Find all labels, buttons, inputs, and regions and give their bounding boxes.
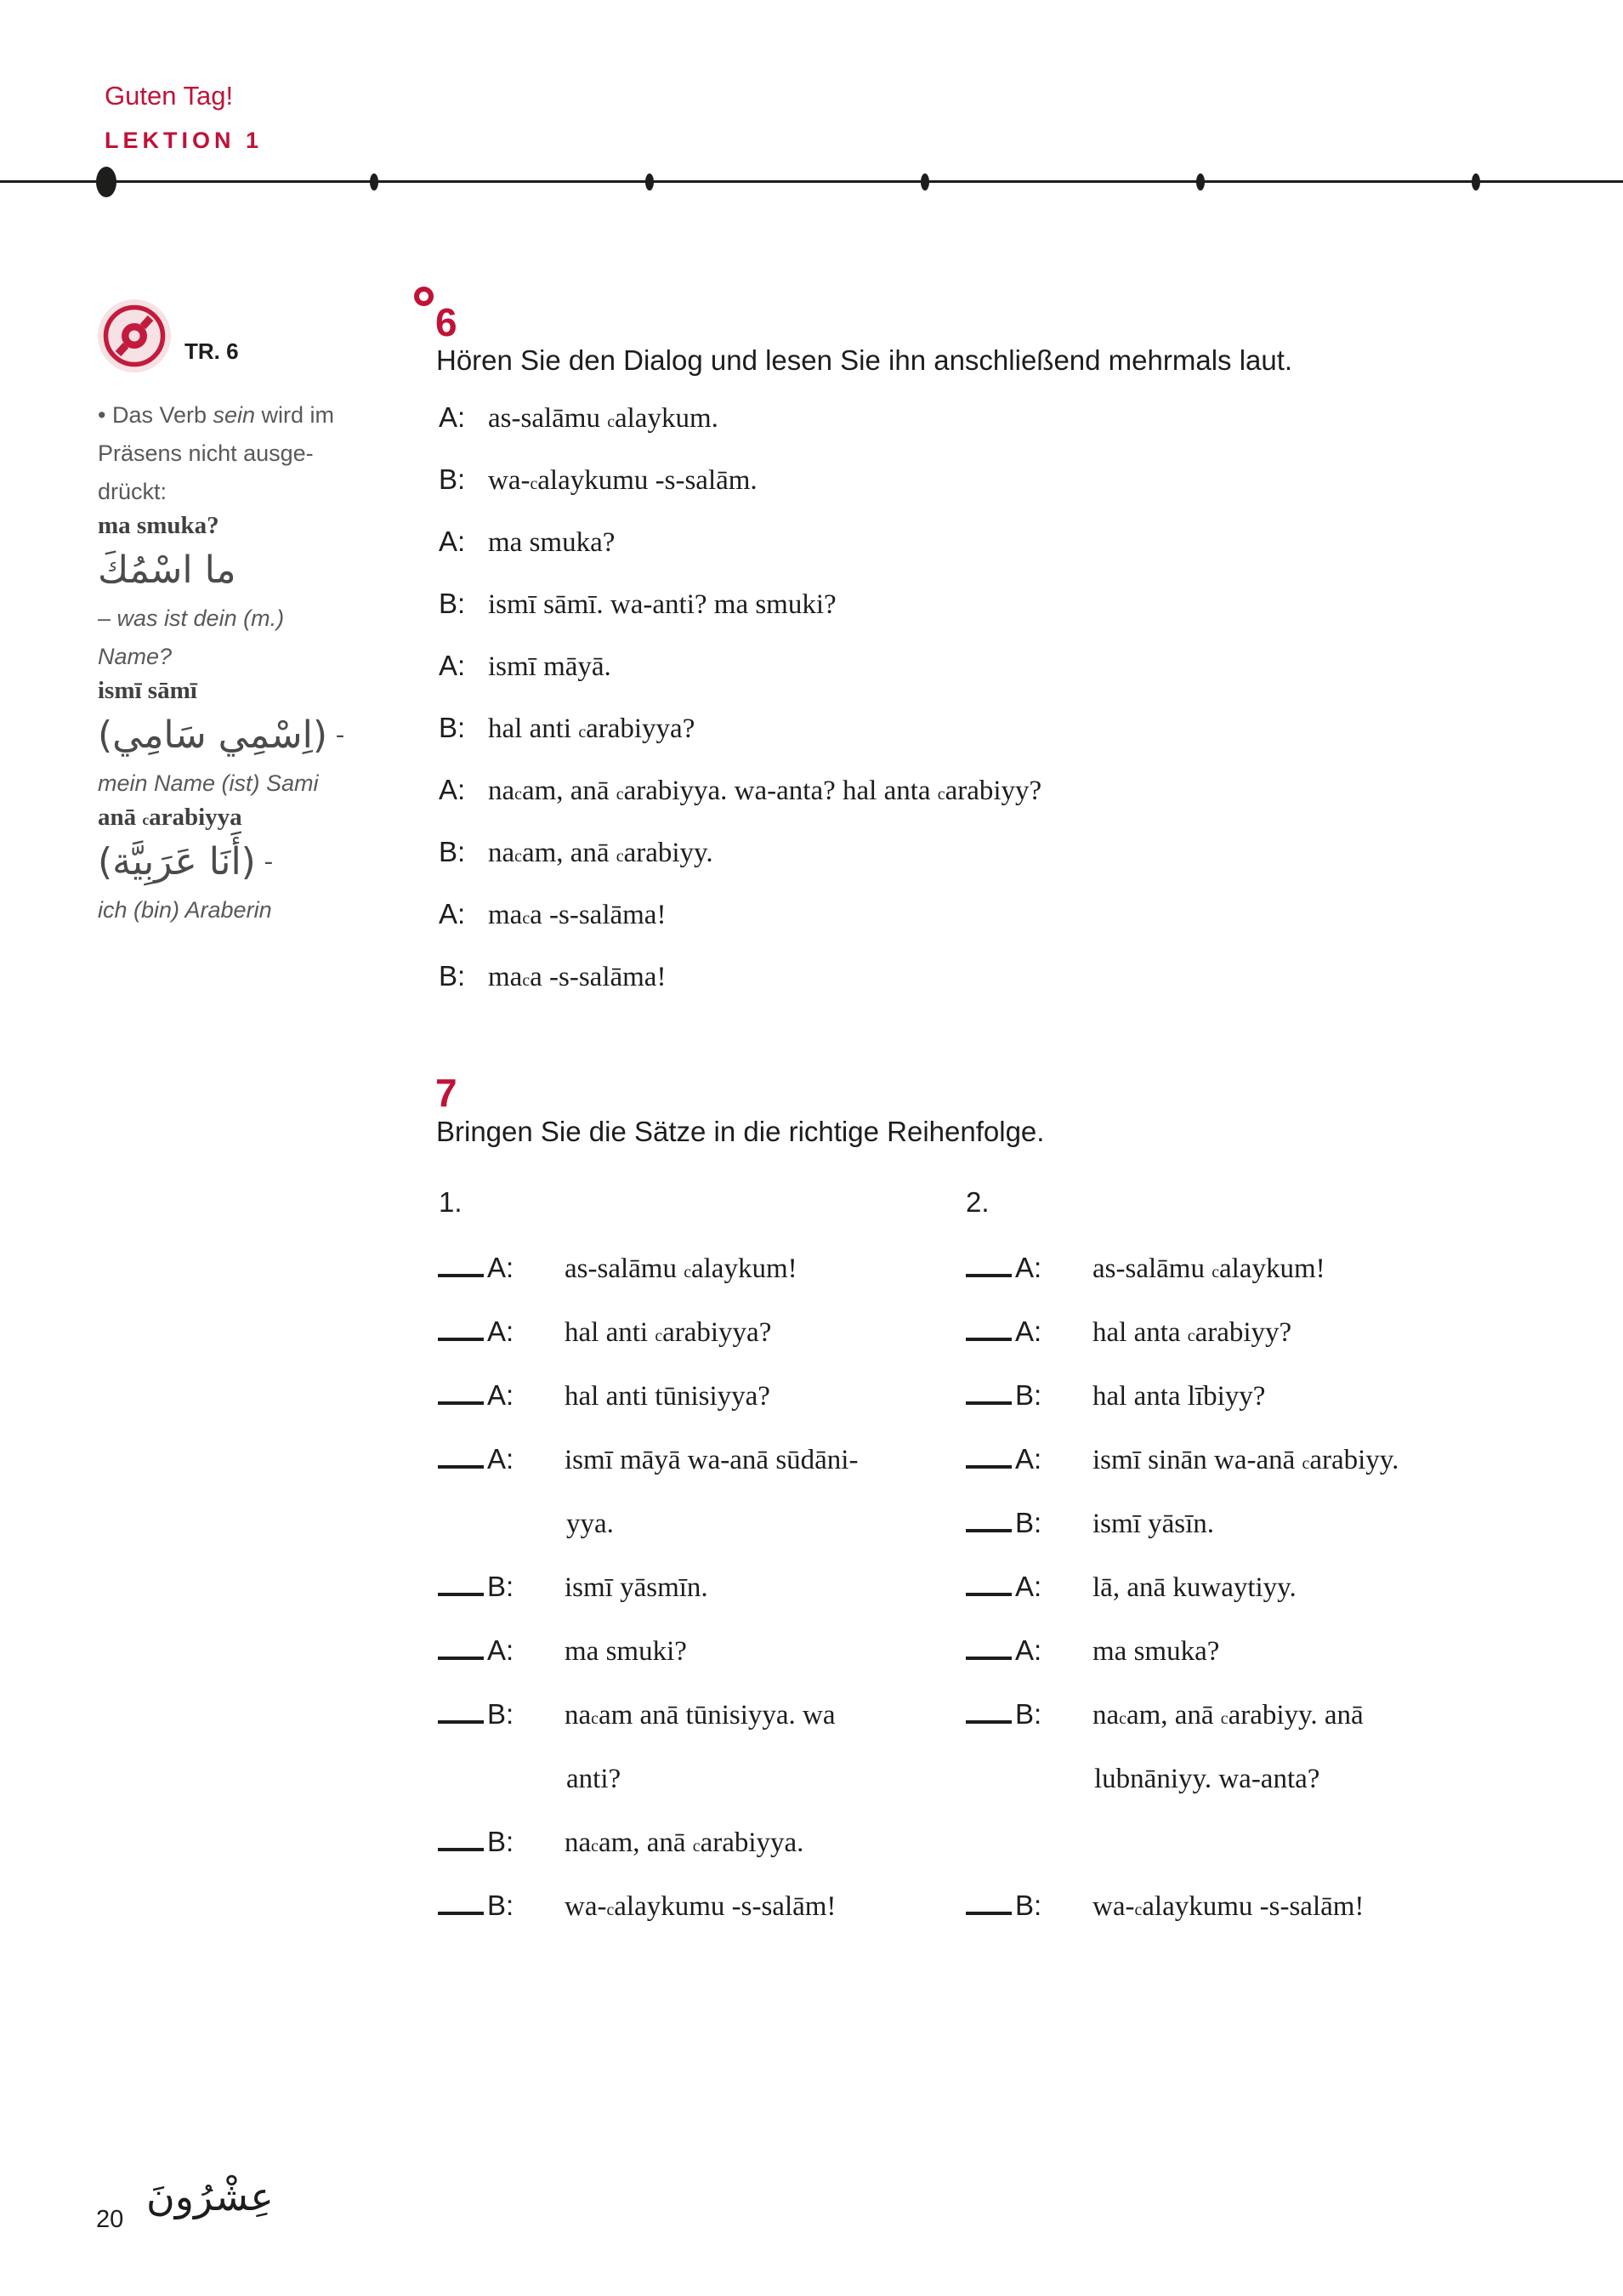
item-text: ismī sinān wa-anā $^c$arabiyy. <box>1092 1445 1399 1475</box>
answer-blank <box>966 1593 1012 1596</box>
exercise7-item <box>438 1316 982 1379</box>
item-text: $na^cam$ anā tūnisiyya. wa <box>565 1700 836 1731</box>
dialog-text: ismī sāmī. wa-anti? ma smuki? <box>488 589 837 620</box>
dialog-text: $ma^ca$ -s-salāma! <box>488 962 667 992</box>
answer-blank <box>966 1720 1012 1724</box>
exercise7-item <box>966 1507 1510 1571</box>
answer-blank <box>438 1465 484 1469</box>
dialog-line <box>439 588 1041 650</box>
exercise7-item <box>966 1571 1510 1634</box>
item-text: ma smuka? <box>1092 1636 1220 1667</box>
vocab-transliteration: ma smuka? <box>98 512 219 539</box>
dialog-line <box>439 774 1041 836</box>
header-rule <box>0 180 1623 183</box>
speaker-label: A: <box>1015 1252 1042 1283</box>
vocab-transliteration: ismī sāmī <box>98 677 197 704</box>
item-text: wa-$^c$alaykumu -s-salām! <box>1092 1891 1365 1922</box>
dialog-line <box>439 836 1041 898</box>
vocab-translation: ich (bin) Araberin <box>98 897 272 923</box>
exercise7-column-2 <box>966 1252 1510 1953</box>
answer-blank <box>438 1593 484 1596</box>
answer-blank <box>438 1401 484 1405</box>
speaker-label: A: <box>439 774 466 805</box>
answer-blank <box>966 1274 1012 1277</box>
exercise7-item <box>438 1698 982 1826</box>
dialog-text: ismī māyā. <box>488 651 611 682</box>
vocab-entry <box>98 803 383 929</box>
speaker-label: B: <box>439 712 466 743</box>
item-text: anti? <box>566 1764 621 1794</box>
vocab-arabic: (اِسْمِي سَامِي) - <box>98 713 345 757</box>
answer-blank <box>438 1338 484 1341</box>
speaker-label: A: <box>1015 1571 1042 1602</box>
rule-dot <box>921 173 929 190</box>
dialog-line <box>439 463 1041 526</box>
item-text: lubnāniyy. wa-anta? <box>1094 1764 1320 1794</box>
exercise7-item <box>966 1252 1510 1316</box>
speaker-label: A: <box>487 1252 514 1283</box>
audio-cd-icon <box>98 299 171 377</box>
exercise7-column-1 <box>438 1252 982 1953</box>
item-text: hal anta $^c$arabiyy? <box>1092 1317 1292 1348</box>
item-text: ismī yāsmīn. <box>565 1572 708 1603</box>
vocab-translation: Name? <box>98 644 173 669</box>
exercise6-number: 6 <box>435 300 457 344</box>
track-label: TR. 6 <box>184 338 239 364</box>
column1-label: 1. <box>439 1186 462 1218</box>
answer-blank <box>438 1657 484 1660</box>
grammar-note: • Das Verb sein wird im Präsens nicht ausge- drückt: <box>98 402 335 504</box>
exercise7-instruction: Bringen Sie die Sätze in die richtige Reihenfolge. <box>436 1116 1045 1147</box>
answer-blank <box>966 1657 1012 1660</box>
item-text: as-salāmu $^c$alaykum! <box>1092 1253 1325 1284</box>
exercise7-item <box>438 1443 982 1571</box>
item-text: $na^cam$, anā $^c$arabiyya. <box>565 1827 804 1858</box>
dialog-text: wa-$^c$alaykumu -s-salām. <box>488 465 758 496</box>
dialog-text: hal anti $^c$arabiyya? <box>488 713 695 744</box>
speaker-label: B: <box>1015 1698 1042 1730</box>
vocab-translation: mein Name (ist) Sami <box>98 770 319 796</box>
dialog-line <box>439 401 1041 463</box>
rule-dot <box>370 173 378 190</box>
lesson-pretitle: Guten Tag! <box>105 81 234 111</box>
item-text: hal anti $^c$arabiyya? <box>565 1317 772 1348</box>
speaker-label: B: <box>487 1698 514 1730</box>
lesson-title: LEKTION 1 <box>105 128 264 153</box>
exercise7-item <box>438 1571 982 1634</box>
answer-blank <box>966 1338 1012 1341</box>
item-text: $na^cam$, anā $^c$arabiyy. anā <box>1092 1700 1364 1731</box>
speaker-label: B: <box>439 836 466 867</box>
rule-dot <box>1196 173 1205 190</box>
exercise7-item <box>966 1316 1510 1379</box>
item-text: yya. <box>566 1509 614 1539</box>
rule-dot <box>1472 173 1480 190</box>
answer-blank <box>438 1274 484 1277</box>
dialog-line <box>439 898 1041 960</box>
speaker-label: A: <box>487 1379 514 1411</box>
exercise6-instruction: Hören Sie den Dialog und lesen Sie ihn anschließend mehrmals laut. <box>436 344 1293 376</box>
exercise7-item <box>966 1443 1510 1507</box>
item-text: ismī yāsīn. <box>1092 1509 1215 1539</box>
speaker-label: A: <box>439 401 466 433</box>
speaker-label: A: <box>439 526 466 557</box>
item-text: hal anta lībiyy? <box>1092 1381 1266 1412</box>
vocab-arabic: ما اسْمُكَ <box>98 548 236 592</box>
answer-blank <box>438 1912 484 1915</box>
dialog-text: $ma^ca$ -s-salāma! <box>488 900 667 930</box>
dialog-text: as-salāmu $^c$alaykum. <box>488 403 718 434</box>
dialog-line <box>439 650 1041 712</box>
speaker-label: B: <box>439 960 466 992</box>
exercise7-item <box>966 1379 1510 1443</box>
exercise7-item <box>966 1634 1510 1698</box>
exercise7-item <box>438 1379 982 1443</box>
answer-blank <box>966 1529 1012 1532</box>
exercise7-item <box>966 1890 1510 1953</box>
vocab-entry <box>98 511 383 676</box>
exercise7-item <box>438 1890 982 1953</box>
dialog-text: $na^cam$, anā $^c$arabiyy. <box>488 838 713 868</box>
speaker-label: A: <box>487 1634 514 1666</box>
speaker-label: B: <box>439 463 466 495</box>
speaker-label: B: <box>487 1571 514 1602</box>
vocab-list <box>98 511 383 929</box>
item-text: ismī māyā wa-anā sūdāni- <box>565 1445 859 1475</box>
vocab-arabic: (أَنَا عَرَبِيَّة) - <box>98 839 273 884</box>
vocab-entry <box>98 676 383 803</box>
answer-blank <box>438 1848 484 1851</box>
speaker-label: B: <box>487 1826 514 1857</box>
speaker-label: A: <box>1015 1634 1042 1666</box>
speaker-label: A: <box>1015 1443 1042 1475</box>
item-text: as-salāmu $^c$alaykum! <box>565 1253 797 1284</box>
speaker-label: A: <box>439 898 466 929</box>
speaker-label: B: <box>487 1890 514 1921</box>
item-text: wa-$^c$alaykumu -s-salām! <box>565 1891 837 1922</box>
column2-label: 2. <box>966 1186 990 1218</box>
answer-blank <box>966 1401 1012 1405</box>
audio-ring-icon <box>414 287 434 306</box>
speaker-label: B: <box>1015 1890 1042 1921</box>
audio-track-row <box>98 304 383 377</box>
page-number-arabic: عِشْرُونَ <box>146 2174 274 2219</box>
dialog-text: $na^cam$, anā $^c$arabiyya. wa-anta? hal anta $^c$arabiyy? <box>488 776 1042 806</box>
speaker-label: B: <box>1015 1379 1042 1411</box>
vocab-transliteration: anā $^c$arabiyya <box>98 804 242 831</box>
exercise7-item <box>438 1252 982 1316</box>
speaker-label: B: <box>1015 1507 1042 1538</box>
item-text: lā, anā kuwaytiyy. <box>1092 1572 1297 1603</box>
speaker-label: A: <box>1015 1316 1042 1347</box>
speaker-label: A: <box>439 650 466 681</box>
vocab-translation: – was ist dein (m.) <box>98 605 285 631</box>
rule-dot <box>96 167 116 197</box>
exercise7-item <box>438 1634 982 1698</box>
dialog-line <box>439 526 1041 588</box>
answer-blank <box>438 1720 484 1724</box>
item-text: hal anti tūnisiyya? <box>565 1381 770 1412</box>
answer-blank <box>966 1465 1012 1469</box>
exercise7-number: 7 <box>435 1071 457 1115</box>
dialog <box>439 401 1041 1022</box>
exercise7-item <box>966 1698 1510 1826</box>
answer-blank <box>966 1912 1012 1915</box>
page-number: 20 <box>96 2206 124 2233</box>
dialog-line <box>439 960 1041 1022</box>
sidebar <box>98 304 383 929</box>
exercise7-item <box>438 1826 982 1890</box>
rule-dot <box>645 173 654 190</box>
dialog-line <box>439 712 1041 774</box>
dialog-text: ma smuka? <box>488 527 616 558</box>
speaker-label: B: <box>439 588 466 619</box>
speaker-label: A: <box>487 1443 514 1475</box>
item-text: ma smuki? <box>565 1636 687 1667</box>
speaker-label: A: <box>487 1316 514 1347</box>
